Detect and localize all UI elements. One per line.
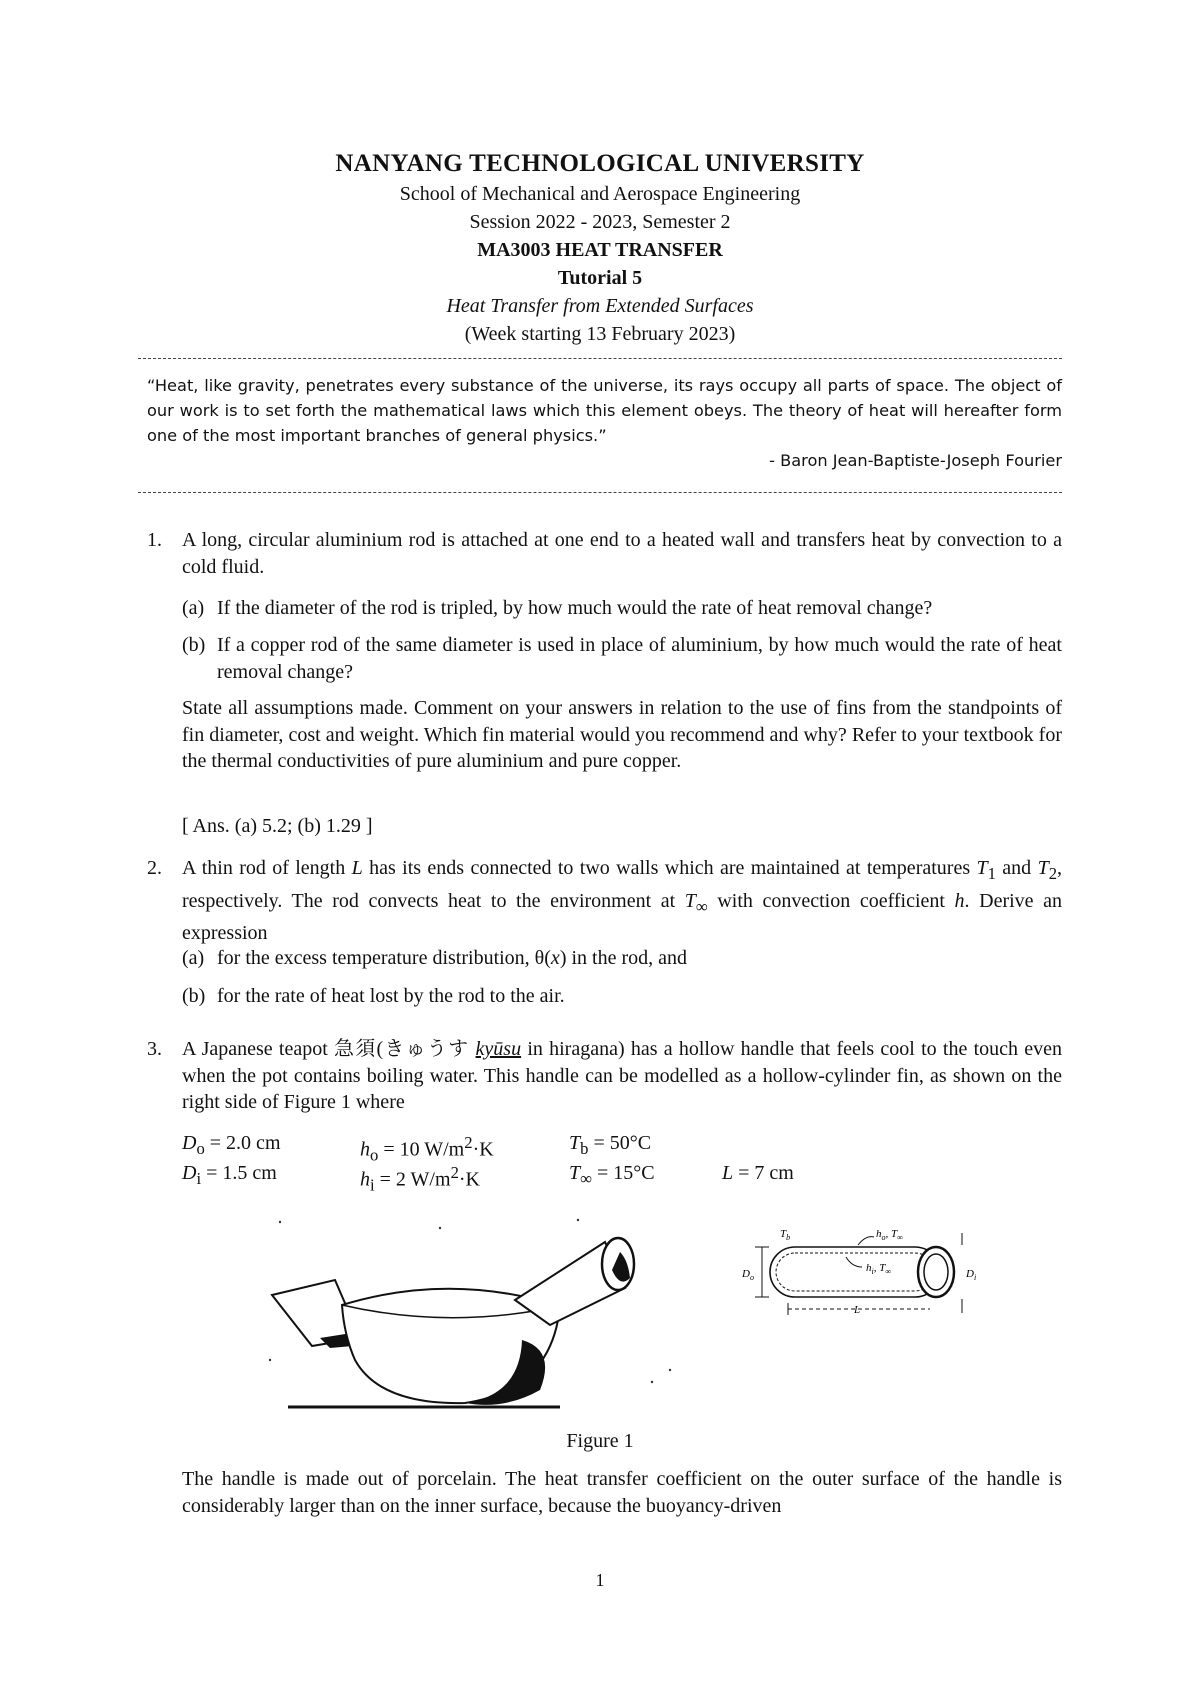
tutorial-title: Tutorial 5 bbox=[557, 267, 643, 289]
cylinder-outer bbox=[770, 1247, 940, 1297]
question-text: A thin rod of length L has its ends connected to two walls which are maintained at temperatures $T_1$ and $T_2$, respectively. The rod convects heat to the environment at $T_\infty$ with convection coefficient h. Derive an expression bbox=[182, 857, 1063, 944]
label-L: L bbox=[854, 1304, 861, 1316]
question-1a bbox=[182, 595, 1062, 622]
teapot-illustration bbox=[260, 1200, 710, 1420]
question-2 bbox=[147, 855, 1063, 1007]
page-number: 1 bbox=[595, 1570, 605, 1590]
param-Di: $D_i = 1.5$ cm bbox=[182, 1162, 277, 1188]
question-3-continuation: The handle is made out of porcelain. The heat transfer coefficient on the outer surface of the handle is considerably larger than on the inner surface, because the buoyancy-driven bbox=[182, 1468, 1062, 1517]
subpart-label: (b) bbox=[182, 634, 206, 656]
param-Tb: $T_b = 50^\circ C$ bbox=[569, 1132, 652, 1158]
param-ho: $h_o = 10$ $W/m^2\cdot K$ bbox=[360, 1133, 494, 1165]
subpart-text: for the excess temperature distribution, θ(x) in the rod, and bbox=[217, 947, 687, 969]
label-Tb: $T_b$ bbox=[780, 1228, 791, 1242]
cylinder-end-inner bbox=[924, 1254, 948, 1290]
speckle bbox=[669, 1369, 671, 1371]
question-number: 2. bbox=[147, 857, 162, 879]
subpart-label: (b) bbox=[182, 985, 206, 1007]
figure-caption: Figure 1 bbox=[566, 1430, 634, 1452]
question-1-note: State all assumptions made. Comment on your answers in relation to the use of fins from the standpoints of fin diameter, cost and weight. Which fin material would you recommend and why? Refer to your textbook for the thermal conductivities of pure aluminium and pure copper. bbox=[182, 697, 1062, 772]
param-Do: $D_o = 2.0$ cm bbox=[182, 1132, 281, 1158]
subpart-text: If the diameter of the rod is tripled, by how much would the rate of heat removal change? bbox=[217, 597, 933, 619]
param-L: L = 7 cm bbox=[722, 1162, 794, 1184]
label-Do: $D_o$ bbox=[742, 1268, 754, 1282]
session: Session 2022 - 2023, Semester 2 bbox=[469, 211, 731, 233]
fourier-quote bbox=[147, 373, 1062, 473]
question-text: A long, circular aluminium rod is attached at one end to a heated wall and transfers heat by convection to a cold fluid. bbox=[182, 529, 1062, 578]
label-Di: $D_i$ bbox=[966, 1268, 977, 1282]
hollow-cylinder-diagram bbox=[740, 1215, 990, 1335]
question-number: 1. bbox=[147, 529, 162, 551]
ho-leader bbox=[858, 1237, 874, 1245]
quote-text: “Heat, like gravity, penetrates every substance of the universe, its rays occupy all parts of space. The object of our work is to set forth the mathematical laws which this element obeys. The theory of heat will hereafter form one of the most important branches of general physics.” bbox=[147, 376, 1062, 445]
document-header bbox=[0, 148, 1200, 348]
course-title: MA3003 HEAT TRANSFER bbox=[477, 239, 723, 261]
param-Tinf: $T_\infty = 15^\circ C$ bbox=[569, 1162, 655, 1188]
question-2b bbox=[182, 983, 1062, 1010]
question-3 bbox=[147, 1036, 1062, 1116]
speckle bbox=[439, 1227, 441, 1229]
subpart-label: (a) bbox=[182, 947, 205, 969]
speckle bbox=[269, 1359, 271, 1361]
label-hi-Tinf: $h_i$, $T_\infty$ bbox=[866, 1262, 892, 1276]
university-name: NANYANG TECHNOLOGICAL UNIVERSITY bbox=[335, 150, 865, 177]
dashed-divider-bottom bbox=[138, 492, 1062, 493]
question-number: 3. bbox=[147, 1038, 162, 1060]
topic: Heat Transfer from Extended Surfaces bbox=[446, 295, 754, 317]
subpart-text: If a copper rod of the same diameter is used in place of aluminium, by how much would the rate of heat removal change? bbox=[217, 634, 1062, 683]
question-1b bbox=[182, 632, 1062, 685]
speckle bbox=[651, 1381, 653, 1383]
label-ho-Tinf: $h_o$, $T_\infty$ bbox=[876, 1228, 903, 1242]
dashed-divider-top bbox=[138, 358, 1062, 359]
quote-attribution: - Baron Jean-Baptiste-Joseph Fourier bbox=[769, 451, 1062, 470]
school-name: School of Mechanical and Aerospace Engineering bbox=[399, 183, 801, 205]
subpart-text: for the rate of heat lost by the rod to the air. bbox=[217, 985, 565, 1007]
question-2a bbox=[182, 945, 1062, 972]
speckle bbox=[279, 1221, 281, 1223]
question-text: A Japanese teapot 急須(きゅうす kyūsu in hiragana) has a hollow handle that feels cool to the touch even when the pot contains boiling water. This handle can be modelled as a hollow-cylinder fin, as shown on the right side of Figure 1 where bbox=[182, 1038, 1062, 1113]
question-1 bbox=[147, 527, 1062, 837]
param-hi: $h_i = 2$ $W/m^2\cdot K$ bbox=[360, 1163, 480, 1195]
speckle bbox=[577, 1219, 579, 1221]
week: (Week starting 13 February 2023) bbox=[464, 323, 736, 345]
subpart-label: (a) bbox=[182, 597, 205, 619]
question-1-answer: [ Ans. (a) 5.2; (b) 1.29 ] bbox=[182, 815, 373, 837]
